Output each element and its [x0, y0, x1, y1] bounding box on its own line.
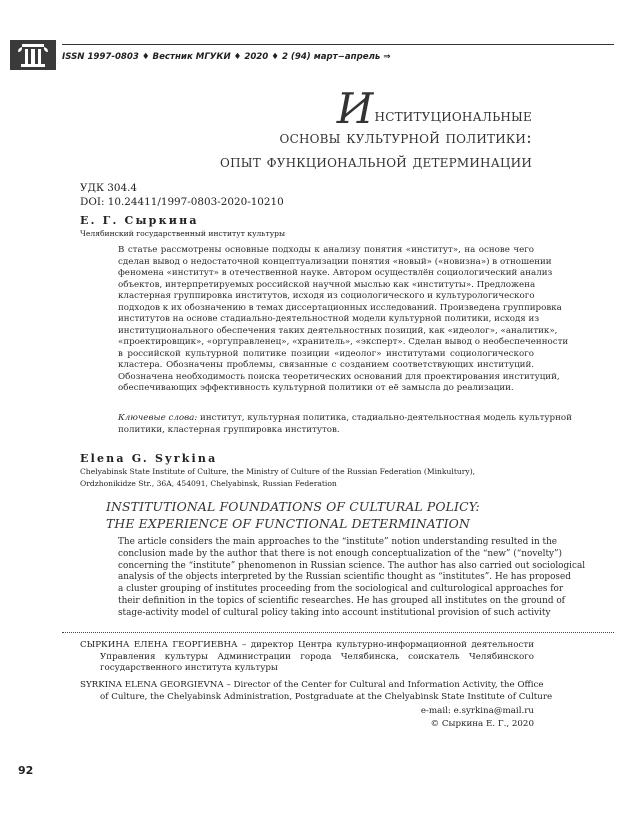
title-dropcap: И: [336, 84, 374, 133]
abstract-ru-line: в российской культурной политике позиции «идеолог» институтами социологического: [118, 348, 534, 359]
abstract-en-line: analysis of the objects interpreted by the Russian scientific thought as “institutes”. He has proposed: [118, 572, 571, 583]
keywords-line-2: политики, кластерная группировка институтов.: [118, 424, 340, 435]
author-name-ru: Е. Г. Сыркина: [80, 214, 199, 227]
abstract-ru-line: В статье рассмотрены основные подходы к анализу понятия «институт», на основе чего: [118, 245, 534, 255]
bio-en-line: of Culture, the Chelyabinsk Administration, Postgraduate at the Chelyabinsk State Institute of Culture: [100, 691, 553, 702]
footnote-divider: [62, 632, 614, 633]
abstract-ru-line: сделан вывод о недостаточной концептуализации понятия «новый» («новизна») в отношении: [118, 256, 552, 267]
title-line-1-rest: нституциональные: [374, 106, 532, 126]
author-name-en: Elena G. Syrkina: [80, 452, 218, 465]
article-title-line-3: опыт функциональной детерминации: [220, 152, 532, 172]
abstract-ru-line: кластерная группировка институтов, исходя из социологического и культурологического: [118, 291, 535, 301]
author-bio-en: [80, 680, 553, 703]
keywords-line-1: [118, 413, 572, 425]
abstract-en-line: conclusion made by the author that there is not enough conceptualization of the “new” (“novelty”): [118, 548, 563, 559]
author-affiliation-en-line-1: Chelyabinsk State Institute of Culture, the Ministry of Culture of the Russian Federation (Minkultury),: [80, 467, 476, 476]
copyright: © Сыркина Е. Г., 2020: [430, 719, 534, 729]
journal-header: ISSN 1997-0803 ♦ Вестник МГУКИ ♦ 2020 ♦ 2 (94) март−апрель ⇒: [62, 52, 391, 62]
article-title-line-2: основы культурной политики:: [279, 128, 532, 148]
abstract-ru-line: подходов к их обозначению в темах диссертационных исследований. Произведена группировка: [118, 302, 562, 313]
abstract-ru-line: институтов на основе стадиально-деятельностной модели культурной политики, исходя из: [118, 314, 540, 324]
abstract-ru: [118, 245, 569, 395]
article-title-en-line-2: THE EXPERIENCE OF FUNCTIONAL DETERMINATION: [106, 516, 470, 531]
abstract-en-line: stage-activity model of cultural policy taking into account institutional provision of such activity: [118, 607, 551, 618]
doi-code: DOI: 10.24411/1997-0803-2020-10210: [80, 196, 284, 208]
abstract-ru-line: кластера. Обозначены проблемы, связанные с созданием соответствующих институций.: [118, 360, 534, 370]
keywords-label: Ключевые слова:: [118, 413, 198, 423]
abstract-en-line: The article considers the main approaches to the “institute” notion understanding resulted in the: [118, 537, 558, 547]
author-affiliation-ru: Челябинский государственный институт культуры: [80, 229, 286, 238]
bio-ru-line: государственного института культуры: [100, 663, 278, 673]
abstract-ru-line: Обозначена необходимость поиска теоретических оснований для проектирования институций,: [118, 371, 560, 382]
bio-ru-line: СЫРКИНА ЕЛЕНА ГЕОРГИЕВНА – директор Центра культурно-информационной деятельности: [80, 640, 534, 650]
abstract-en-line: concerning the “institute” phenomenon in Russian science. The author has also carried out sociological: [118, 560, 586, 571]
journal-logo: [10, 40, 56, 70]
abstract-ru-line: обеспечивающих эффективность культурной политики от её замысла до реализации.: [118, 383, 514, 393]
abstract-en-line: their definition in the topics of scientific researches. He has grouped all institutes on the ground of: [118, 595, 565, 606]
abstract-en: [118, 537, 586, 620]
page-number: 92: [18, 764, 34, 777]
bio-ru-line: Управления культуры Администрации города Челябинска, соискатель Челябинского: [100, 651, 534, 662]
keywords-ru: [118, 413, 572, 436]
author-affiliation-en-line-2: Ordzhonikidze Str., 36A, 454091, Chelyabinsk, Russian Federation: [80, 479, 337, 488]
header-rule: [62, 44, 614, 45]
abstract-ru-line: феномена «институт» в отечественной науке. Автором осуществлён социологический анализ: [118, 268, 553, 278]
article-title-line-1: [336, 84, 532, 133]
abstract-en-line: a cluster grouping of institutes proceeding from the sociological and culturological approaches for: [118, 584, 564, 595]
abstract-ru-line: объектов, интерпретируемых российской научной мыслью как «институты». Предложена: [118, 279, 536, 290]
keywords-text: институт, культурная политика, стадиально-деятельностная модель культурной: [197, 413, 572, 423]
article-title-en-line-1: INSTITUTIONAL FOUNDATIONS OF CULTURAL POLICY:: [106, 499, 480, 514]
author-email: e-mail: e.syrkina@mail.ru: [420, 706, 534, 716]
abstract-ru-line: «проектировщик», «оргуправленец», «хранитель», «эксперт». Сделан вывод о необеспеченности: [118, 337, 569, 347]
bio-en-line: SYRKINA ELENA GEORGIEVNA – Director of the Center for Cultural and Information Activity, the Office: [80, 680, 544, 690]
abstract-ru-line: институционального обеспечения таких деятельностных позиций, как «идеолог», «аналитик»,: [118, 325, 558, 336]
udk-code: УДК 304.4: [80, 182, 138, 194]
author-bio-ru: [80, 640, 534, 675]
